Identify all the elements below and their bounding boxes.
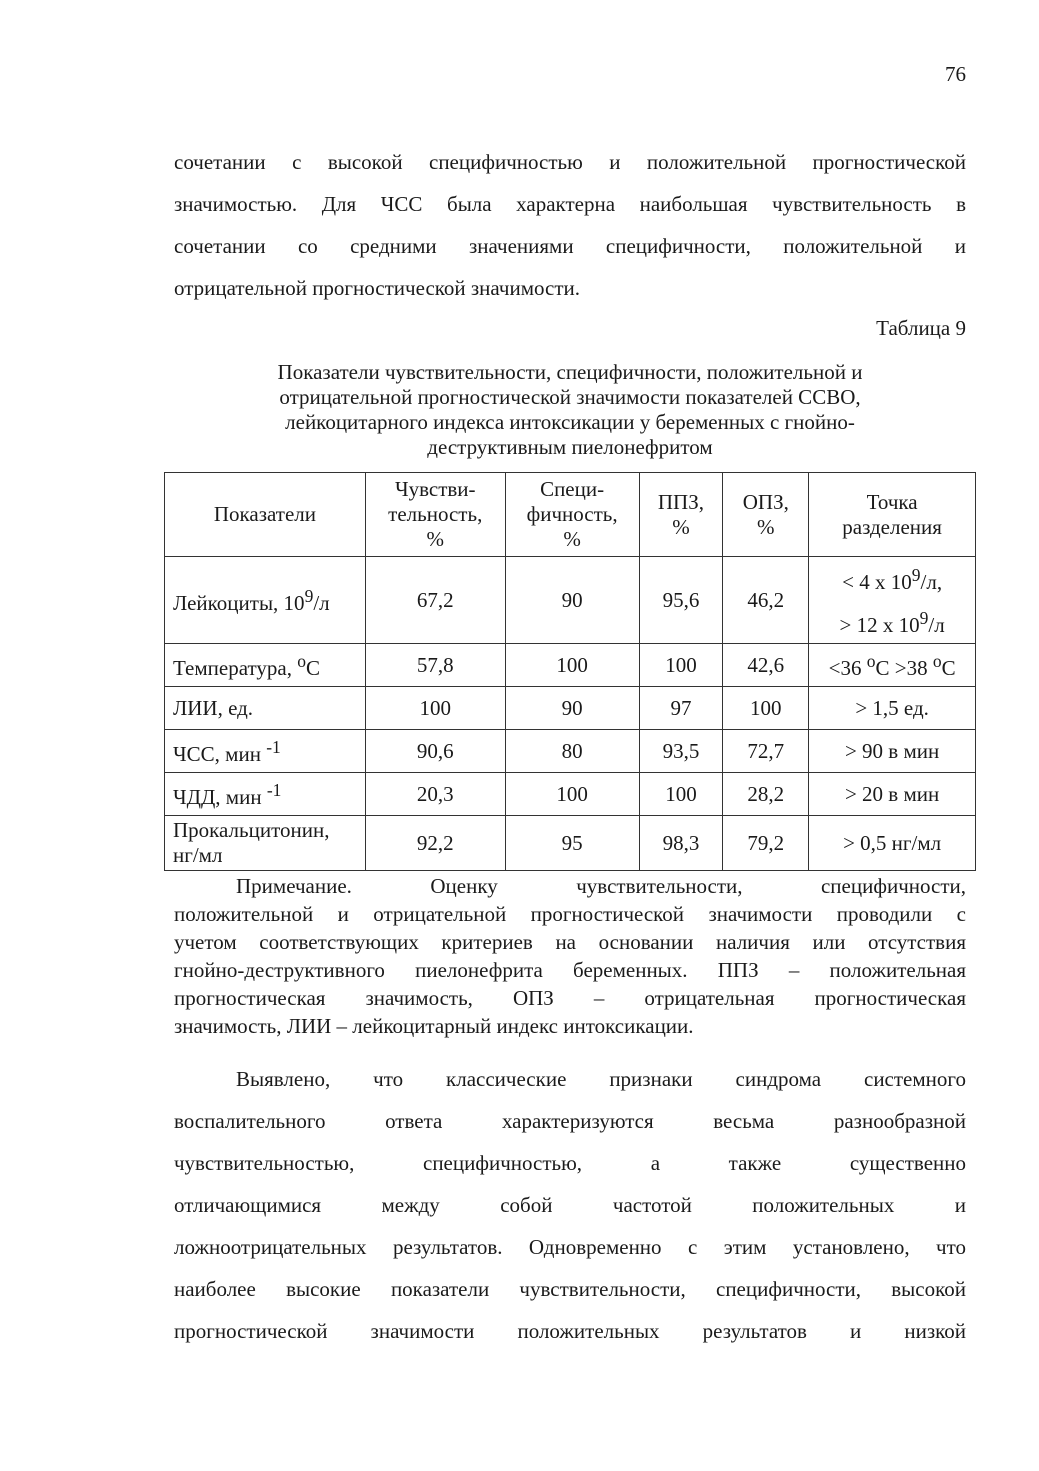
cell-sensitivity: 67,2: [365, 557, 505, 644]
cell-sensitivity: 90,6: [365, 730, 505, 773]
cell-cutoff: > 1,5 ед.: [809, 687, 976, 730]
table-row: [165, 730, 976, 773]
intro-paragraph: [174, 141, 966, 309]
cell-specificity: 100: [505, 773, 639, 816]
note-line: гнойно-деструктивного пиелонефрита беременных. ППЗ – положительная: [174, 958, 966, 982]
cell-opz: 100: [723, 687, 809, 730]
cell-cutoff: > 20 в мин: [809, 773, 976, 816]
row-name: Лейкоциты, $10^9/л$: [165, 557, 366, 644]
note-line: положительной и отрицательной прогностической значимости проводили с: [174, 902, 966, 926]
page-number: 76: [945, 62, 966, 86]
text-line: воспалительного ответа характеризуются весьма разнообразной: [174, 1109, 966, 1133]
table-note: [174, 872, 966, 1040]
text-line: сочетании со средними значениями специфичности, положительной и: [174, 234, 966, 258]
cell-sensitivity: 92,2: [365, 816, 505, 871]
cell-ppz: 95,6: [639, 557, 723, 644]
header-specificity: Специ- фичность, %: [505, 473, 639, 557]
text-line: наиболее высокие показатели чувствительности, специфичности, высокой: [174, 1277, 966, 1301]
cell-specificity: 90: [505, 557, 639, 644]
cell-sensitivity: 57,8: [365, 644, 505, 687]
cell-ppz: 97: [639, 687, 723, 730]
cell-ppz: 93,5: [639, 730, 723, 773]
caption-line: лейкоцитарного индекса интоксикации у беременных с гнойно-: [285, 410, 855, 434]
header-indicators: Показатели: [165, 473, 366, 557]
cell-opz: 46,2: [723, 557, 809, 644]
row-name: Прокальцитонин, нг/мл: [165, 816, 366, 871]
cell-opz: 42,6: [723, 644, 809, 687]
cell-opz: 72,7: [723, 730, 809, 773]
text-line: ложноотрицательных результатов. Одновременно с этим установлено, что: [174, 1235, 966, 1259]
note-line: Примечание. Оценку чувствительности, специфичности,: [236, 874, 966, 898]
cell-sensitivity: 20,3: [365, 773, 505, 816]
header-cutoff: Точка разделения: [809, 473, 976, 557]
text-line: значимостью. Для ЧСС была характерна наибольшая чувствительность в: [174, 192, 966, 216]
body-paragraph: [174, 1058, 966, 1352]
row-name: Температура, $^о$С: [165, 644, 366, 687]
caption-line: деструктивным пиелонефритом: [427, 435, 713, 459]
text-line: Выявлено, что классические признаки синдрома системного: [236, 1067, 966, 1091]
table-caption: [164, 360, 976, 460]
row-name: ЧСС, мин $^{-1}$: [165, 730, 366, 773]
table-row: [165, 773, 976, 816]
cell-opz: 28,2: [723, 773, 809, 816]
note-line: прогностическая значимость, ОПЗ – отрицательная прогностическая: [174, 986, 966, 1010]
caption-line: Показатели чувствительности, специфичности, положительной и: [277, 360, 863, 384]
table-row: [165, 644, 976, 687]
table-header-row: [165, 473, 976, 557]
table-row: [165, 557, 976, 644]
cell-cutoff: < 4 х $10^9/л$, > 12 х $10^9/л$: [809, 557, 976, 644]
cell-cutoff: <36 $^о$С >38 $^о$С: [809, 644, 976, 687]
table-row: [165, 687, 976, 730]
table-label: Таблица 9: [876, 316, 966, 340]
text-line: сочетании с высокой специфичностью и положительной прогностической: [174, 150, 966, 174]
cell-opz: 79,2: [723, 816, 809, 871]
cell-cutoff: > 0,5 нг/мл: [809, 816, 976, 871]
text-line: отрицательной прогностической значимости.: [174, 276, 581, 300]
cell-specificity: 95: [505, 816, 639, 871]
row-name: ЧДД, мин $^{-1}$: [165, 773, 366, 816]
cell-specificity: 90: [505, 687, 639, 730]
cell-specificity: 80: [505, 730, 639, 773]
cell-ppz: 100: [639, 773, 723, 816]
cell-cutoff: > 90 в мин: [809, 730, 976, 773]
header-ppz: ППЗ, %: [639, 473, 723, 557]
text-line: прогностической значимости положительных результатов и низкой: [174, 1319, 966, 1343]
caption-line: отрицательной прогностической значимости показателей ССВО,: [279, 385, 861, 409]
header-opz: ОПЗ, %: [723, 473, 809, 557]
cell-sensitivity: 100: [365, 687, 505, 730]
indicators-table: [164, 472, 976, 871]
note-line: учетом соответствующих критериев на основании наличия или отсутствия: [174, 930, 966, 954]
table-row: [165, 816, 976, 871]
cell-specificity: 100: [505, 644, 639, 687]
cell-ppz: 98,3: [639, 816, 723, 871]
note-line: значимость, ЛИИ – лейкоцитарный индекс интоксикации.: [174, 1014, 694, 1038]
header-sensitivity: Чувстви- тельность, %: [365, 473, 505, 557]
text-line: чувствительностью, специфичностью, а также существенно: [174, 1151, 966, 1175]
row-name: ЛИИ, ед.: [165, 687, 366, 730]
cell-ppz: 100: [639, 644, 723, 687]
text-line: отличающимися между собой частотой положительных и: [174, 1193, 966, 1217]
